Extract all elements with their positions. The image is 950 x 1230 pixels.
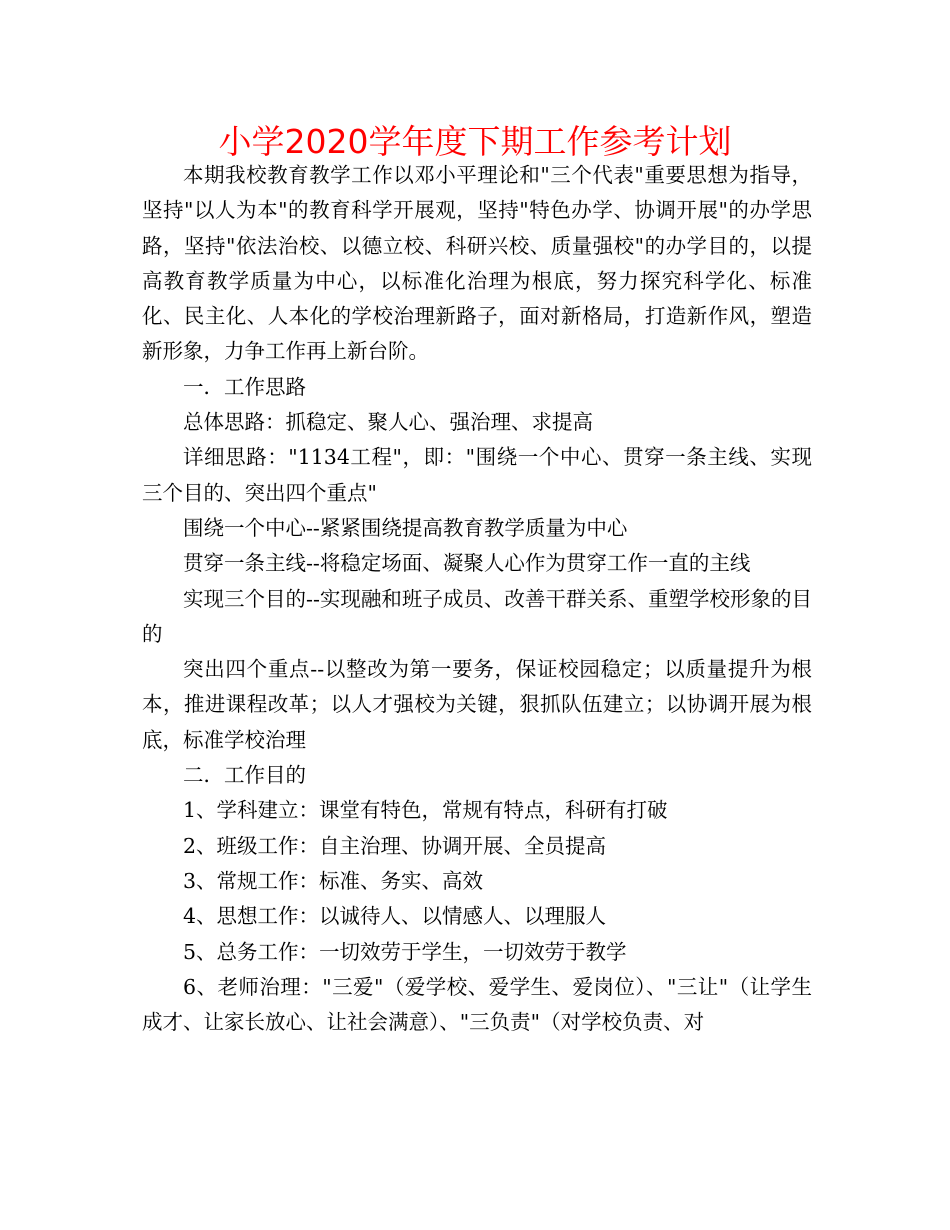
paragraph-one-mainline: 贯穿一条主线--将稳定场面、凝聚人心作为贯穿工作一直的主线 (183, 551, 751, 576)
list-item-subject-building: 1、学科建立：课堂有特色，常规有特点，科研有打破 (183, 798, 668, 823)
paragraph-three-goals: 实现三个目的--实现融和班子成员、改善干群关系、重塑学校形象的目的 (142, 586, 812, 646)
document-title: 小学2020学年度下期工作参考计划 (218, 122, 732, 161)
list-item-teacher-management: 6、老师治理："三爱"（爱学校、爱学生、爱岗位）、"三让"（让学生成才、让家长放心、让社会满意）、"三负责"（对学校负责、对 (142, 974, 812, 1035)
document-body (142, 158, 812, 1040)
paragraph-one-center: 围绕一个中心--紧紧围绕提高教育教学质量为中心 (183, 515, 628, 540)
section-heading-work-goals: 二．工作目的 (183, 763, 306, 788)
list-item-routine-work: 3、常规工作：标准、务实、高效 (183, 868, 484, 893)
paragraph-overall-ideas: 总体思路：抓稳定、聚人心、强治理、求提高 (183, 410, 593, 435)
section-heading-work-ideas: 一．工作思路 (183, 374, 306, 399)
list-item-class-work: 2、班级工作：自主治理、协调开展、全员提高 (183, 833, 607, 858)
list-item-ideological-work: 4、思想工作：以诚待人、以情感人、以理服人 (183, 904, 607, 929)
paragraph-intro: 本期我校教育教学工作以邓小平理论和"三个代表"重要思想为指导，坚持"以人为本"的教育科学开展观，坚持"特色办学、协调开展"的办学思路，坚持"依法治校、以德立校、科研兴校、质量强校"的办学目的，以提高教育教学质量为中心，以标准化治理为根底，努力探究科学化、标准化、民主化、人本化的学校治理新路子，面对新格局，打造新作风，塑造新形象，力争工作再上新台阶。 (142, 163, 812, 364)
list-item-general-affairs: 5、总务工作：一切效劳于学生，一切效劳于教学 (183, 939, 627, 964)
paragraph-four-priorities: 突出四个重点--以整改为第一要务，保证校园稳定；以质量提升为根本，推进课程改革；以人才强校为关键，狠抓队伍建立；以协调开展为根底，标准学校治理 (142, 657, 812, 752)
paragraph-detailed-ideas: 详细思路："1134工程"，即："围绕一个中心、贯穿一条主线、实现三个目的、突出四个重点" (142, 445, 812, 505)
